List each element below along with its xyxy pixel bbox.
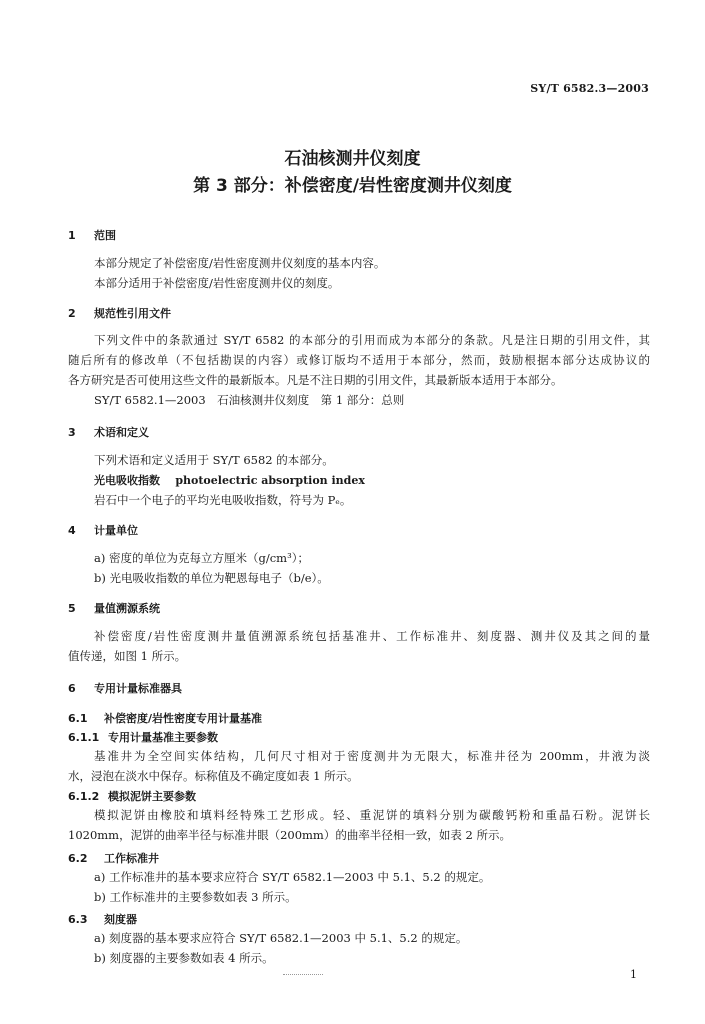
reference-item: SY/T 6582.1—2003 石油核测井仪刻度 第 1 部分：总则 xyxy=(94,393,405,407)
section-number: 6 xyxy=(68,682,76,695)
section-title: 专用计量标准器具 xyxy=(94,682,182,695)
section-title: 模拟泥饼主要参数 xyxy=(108,790,196,803)
list-item: b) 光电吸收指数的单位为靶恩每电子（b/e）。 xyxy=(94,571,329,585)
paragraph-line: 下列文件中的条款通过 SY/T 6582 的本部分的引用而成为本部分的条款。凡是注日期的引用文件，其 xyxy=(94,333,650,347)
section-3-heading xyxy=(68,425,149,440)
list-item: a) 工作标准井的基本要求应符合 SY/T 6582.1—2003 中 5.1、5.2 的规定。 xyxy=(94,870,491,884)
list-item: a) 刻度器的基本要求应符合 SY/T 6582.1—2003 中 5.1、5.2 的规定。 xyxy=(94,931,468,945)
section-title: 术语和定义 xyxy=(94,426,149,439)
term-english: photoelectric absorption index xyxy=(175,474,365,487)
paragraph-line: 随后所有的修改单（不包括勘误的内容）或修订版均不适用于本部分，然而，鼓励根据本部分达成协议的 xyxy=(68,353,650,367)
paragraph-line: 水，浸泡在淡水中保存。标称值及不确定度如表 1 所示。 xyxy=(68,769,359,783)
section-6-heading xyxy=(68,681,182,696)
list-item: a) 密度的单位为克每立方厘米（g/cm³）； xyxy=(94,551,309,565)
section-number: 6.1.2 xyxy=(68,790,100,803)
section-number: 5 xyxy=(68,602,76,615)
section-number: 6.3 xyxy=(68,913,88,926)
section-number: 6.1.1 xyxy=(68,731,100,744)
page-number: 1 xyxy=(630,968,637,981)
section-number: 6.1 xyxy=(68,712,88,725)
term-chinese: 光电吸收指数 xyxy=(94,474,160,487)
paragraph: 下列术语和定义适用于 SY/T 6582 的本部分。 xyxy=(94,453,334,467)
paragraph-line: 基准井为全空间实体结构，几何尺寸相对于密度测井为无限大，标准井径为 200mm，井液为淡 xyxy=(94,749,650,763)
section-5-heading xyxy=(68,601,160,616)
section-number: 1 xyxy=(68,229,76,242)
section-title: 专用计量基准主要参数 xyxy=(108,731,218,744)
section-title: 工作标准井 xyxy=(104,852,159,865)
paragraph-line: 补偿密度/岩性密度测井量值溯源系统包括基准井、工作标准井、刻度器、测井仪及其之间的量 xyxy=(94,629,650,643)
subsection-6-1-heading xyxy=(68,711,262,726)
paragraph: 本部分规定了补偿密度/岩性密度测井仪刻度的基本内容。 xyxy=(94,256,386,270)
list-item: b) 刻度器的主要参数如表 4 所示。 xyxy=(94,951,274,965)
paragraph-line: 值传递，如图 1 所示。 xyxy=(68,649,187,663)
footer-divider xyxy=(283,974,323,976)
list-item: b) 工作标准井的主要参数如表 3 所示。 xyxy=(94,890,297,904)
section-title: 规范性引用文件 xyxy=(94,307,171,320)
section-number: 6.2 xyxy=(68,852,88,865)
section-title: 计量单位 xyxy=(94,524,138,537)
paragraph-line: 各方研究是否可使用这些文件的最新版本。凡是不注日期的引用文件，其最新版本适用于本部分。 xyxy=(68,373,563,387)
term-entry xyxy=(94,473,365,488)
section-number: 2 xyxy=(68,307,76,320)
subsection-6-2-heading xyxy=(68,851,159,866)
term-definition: 岩石中一个电子的平均光电吸收指数，符号为 Pₑ。 xyxy=(94,493,352,507)
paragraph-line: 模拟泥饼由橡胶和填料经特殊工艺形成。轻、重泥饼的填料分别为碳酸钙粉和重晶石粉。泥饼长 xyxy=(94,808,650,822)
subsection-6-1-1-heading xyxy=(68,730,218,745)
section-2-heading xyxy=(68,306,171,321)
paragraph: 本部分适用于补偿密度/岩性密度测井仪的刻度。 xyxy=(94,276,340,290)
document-title: 石油核测井仪刻度 xyxy=(284,149,421,169)
document-subtitle: 第 3 部分：补偿密度/岩性密度测井仪刻度 xyxy=(193,176,512,196)
section-number: 4 xyxy=(68,524,76,537)
paragraph-line: 1020mm，泥饼的曲率半径与标准井眼（200mm）的曲率半径相一致，如表 2 所示。 xyxy=(68,828,511,842)
section-title: 补偿密度/岩性密度专用计量基准 xyxy=(104,712,263,725)
subsection-6-1-2-heading xyxy=(68,789,196,804)
subsection-6-3-heading xyxy=(68,912,137,927)
section-1-heading xyxy=(68,228,116,243)
section-title: 刻度器 xyxy=(104,913,137,926)
standard-code: SY/T 6582.3—2003 xyxy=(530,82,649,95)
section-number: 3 xyxy=(68,426,76,439)
section-4-heading xyxy=(68,523,138,538)
section-title: 范围 xyxy=(94,229,116,242)
section-title: 量值溯源系统 xyxy=(94,602,160,615)
